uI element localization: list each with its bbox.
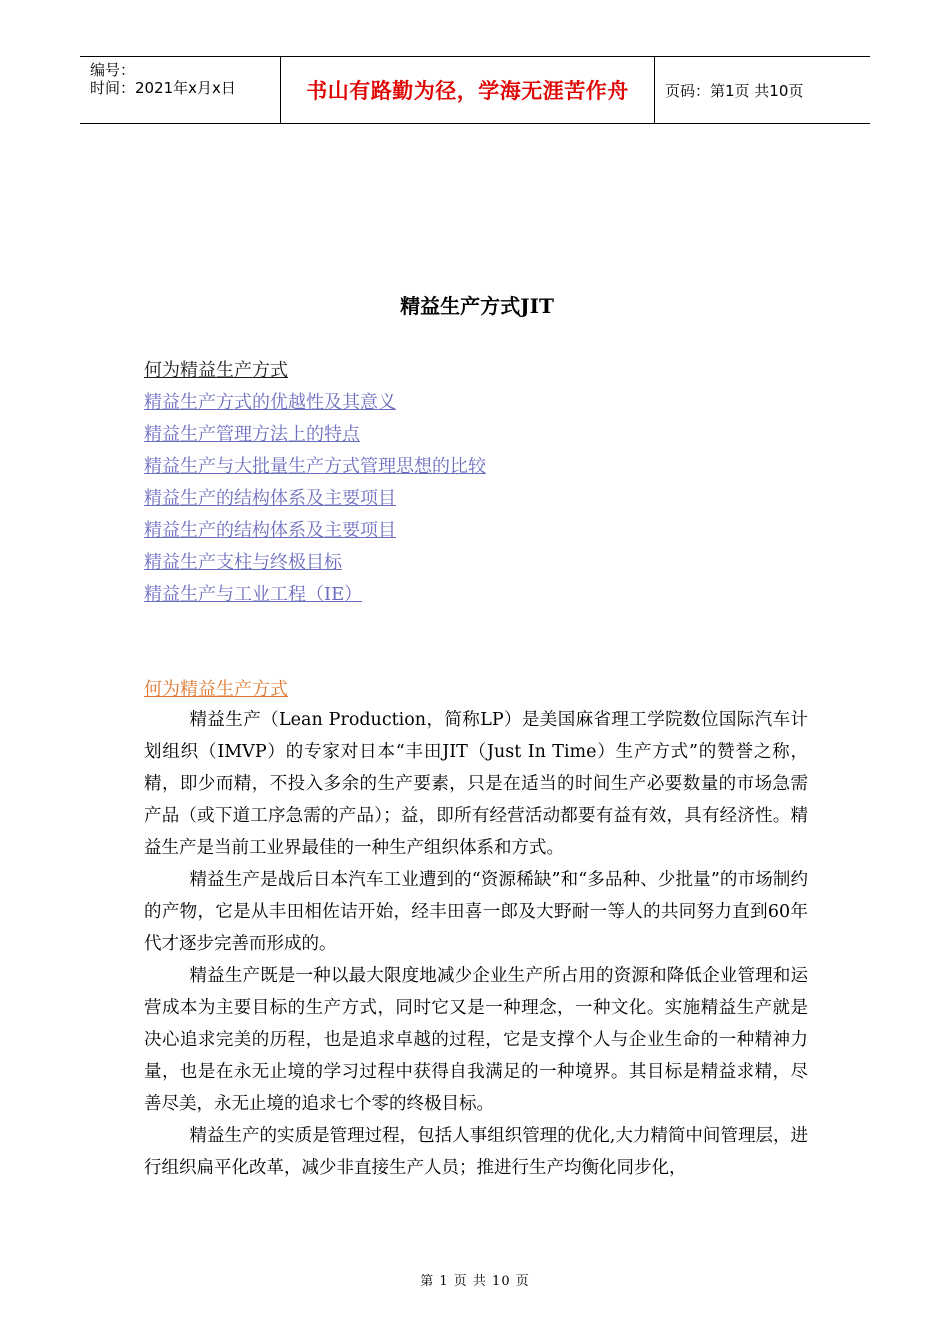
toc-link[interactable]: 精益生产与大批量生产方式管理思想的比较: [144, 456, 486, 477]
section-heading[interactable]: 何为精益生产方式: [144, 679, 288, 700]
header-motto-cell: [281, 57, 655, 123]
toc-link[interactable]: 精益生产支柱与终极目标: [144, 552, 342, 573]
page-header: [80, 56, 870, 124]
page-footer: 第 1 页 共 10 页: [420, 1274, 530, 1289]
toc-link[interactable]: 精益生产的结构体系及主要项目: [144, 488, 396, 509]
section-body: [144, 704, 808, 1184]
header-page-info-cell: [655, 57, 870, 123]
body-paragraph: 精益生产的实质是管理过程，包括人事组织管理的优化,大力精简中间管理层，进行组织扁平化改革，减少非直接生产人员；推进行生产均衡化同步化，: [144, 1126, 808, 1178]
document-title: 精益生产方式JIT: [400, 294, 554, 318]
body-paragraph: 精益生产既是一种以最大限度地减少企业生产所占用的资源和降低企业管理和运营成本为主要目标的生产方式，同时它又是一种理念，一种文化。实施精益生产就是决心追求完美的历程，也是追求卓越的过程，它是支撑个人与企业生命的一种精神力量，也是在永无止境的学习过程中获得自我满足的一种境界。其目标是精益求精，尽善尽美，永无止境的追求七个零的终极目标。: [144, 966, 808, 1114]
toc-link[interactable]: 精益生产管理方法上的特点: [144, 424, 360, 445]
header-motto: 书山有路勤为径，学海无涯苦作舟: [306, 79, 629, 103]
table-of-contents: [144, 355, 486, 611]
toc-link[interactable]: 何为精益生产方式: [144, 360, 288, 381]
header-page-info: 页码：第1页 共10页: [665, 81, 804, 100]
toc-link[interactable]: 精益生产与工业工程（IE）: [144, 584, 363, 605]
document-number-label: 编号：: [90, 61, 136, 79]
header-meta-cell: [80, 57, 281, 123]
toc-link[interactable]: 精益生产方式的优越性及其意义: [144, 392, 396, 413]
document-time-label: 时间：2021年x月x日: [90, 79, 236, 97]
body-paragraph: 精益生产（Lean Production，简称LP）是美国麻省理工学院数位国际汽车计划组织（IMVP）的专家对日本“丰田JIT（Just In Time）生产方式”的赞誉之称，精，即少而精，不投入多余的生产要素，只是在适当的时间生产必要数量的市场急需产品（或下道工序急需的产品）；益，即所有经营活动都要有益有效，具有经济性。精益生产是当前工业界最佳的一种生产组织体系和方式。: [144, 710, 808, 858]
body-paragraph: 精益生产是战后日本汽车工业遭到的“资源稀缺”和“多品种、少批量”的市场制约的产物，它是从丰田相佐诘开始，经丰田喜一郎及大野耐一等人的共同努力直到60年代才逐步完善而形成的。: [144, 870, 808, 954]
toc-link[interactable]: 精益生产的结构体系及主要项目: [144, 520, 396, 541]
